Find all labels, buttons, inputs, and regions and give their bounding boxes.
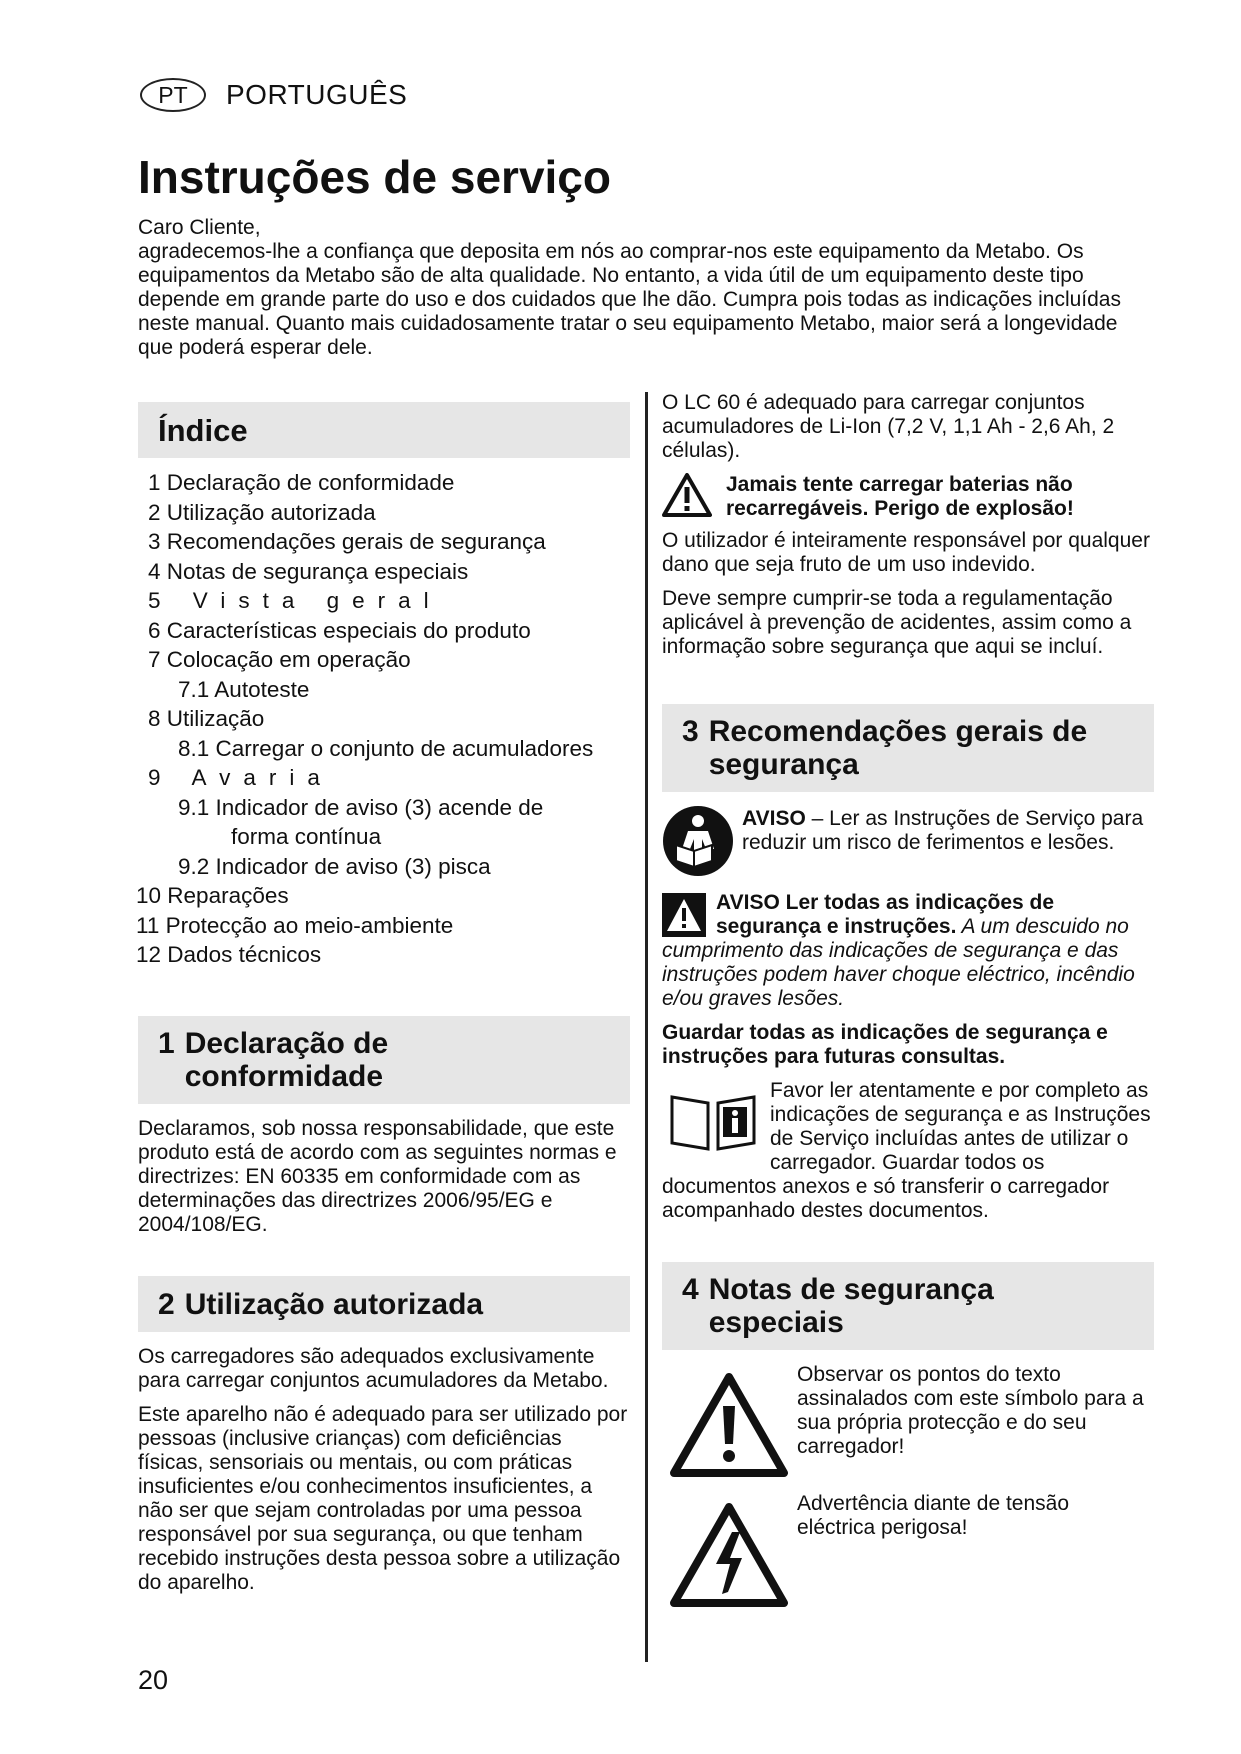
general-warning-text: Observar os pontos do texto assinalados com este símbolo para a sua própria protecção e do seu carregador! [797, 1363, 1144, 1458]
section-title: Utilização autorizada [184, 1287, 484, 1321]
warning-box-icon [662, 893, 706, 937]
toc-item[interactable]: 9 Avaria [148, 765, 333, 790]
language-name: PORTUGUÊS [226, 79, 408, 110]
section-3-heading [662, 704, 1154, 792]
aviso-italic-text: A um descuido no cumprimento das indicações de segurança e das instruções podem haver choque eléctrico, incêndio e/ou graves lesões. [662, 915, 1135, 1010]
table-of-contents [136, 468, 628, 970]
page-number: 20 [138, 1665, 169, 1695]
section-4-heading [662, 1262, 1154, 1350]
column-divider [645, 392, 648, 1662]
toc-item[interactable]: 4 Notas de segurança especiais [148, 558, 469, 584]
toc-subitem[interactable]: 9.2 Indicador de aviso (3) pisca [178, 853, 491, 879]
toc-item[interactable]: 5 Vista geral [148, 588, 442, 613]
safety-instructions-warning [662, 891, 1154, 1011]
toc-subitem[interactable]: 7.1 Autoteste [178, 676, 310, 702]
toc-item[interactable]: 8 Utilização [148, 706, 265, 731]
intro-greeting: Caro Cliente, [138, 216, 261, 239]
toc-item[interactable]: 7 Colocação em operação [148, 647, 411, 672]
intro-paragraph: agradecemos-lhe a confiança que deposita em nós ao comprar-nos este equipamento da Metabo. Os equipamentos da Metabo são de alta qualidade. No entanto, a vida útil de um equipamento deste tipo depende em grande parte do uso e dos cuidados que lhe dão. Cumpra pois todas as indicações incluídas neste manual. Quanto mais cuidadosamente tratar o seu equipamento Metabo, maior será a longevidade que poderá esperar dele. [138, 240, 1121, 359]
keep-instructions-text: Guardar todas as indicações de segurança e instruções para futuras consultas. [662, 1021, 1108, 1068]
aviso-text: – Ler as Instruções de Serviço para reduzir um risco de ferimentos e lesões. [742, 807, 1144, 854]
language-code-badge: PT [140, 78, 206, 112]
warning-triangle-icon [662, 473, 712, 517]
usage-paragraph-1: Os carregadores são adequados exclusivamente para carregar conjuntos acumuladores da Metabo. [138, 1345, 609, 1392]
declaration-text: Declaramos, sob nossa responsabilidade, que este produto está de acordo com as seguintes normas e directrizes: EN 60335 em conformidade com as determinações das directrizes 2006/95/EG e 2004/108/EG. [138, 1117, 617, 1236]
section-1-heading [138, 1016, 630, 1104]
toc-subitem-continuation[interactable]: forma contínua [231, 824, 382, 849]
voltage-warning-text: Advertência diante de tensão eléctrica perigosa! [797, 1492, 1070, 1539]
manual-info-icon [668, 1089, 758, 1153]
section-title: Recomendações gerais de segurança [708, 715, 1088, 781]
section-number: 3 [682, 715, 699, 748]
read-manual-icon [662, 805, 734, 877]
toc-item[interactable]: 11 Protecção ao meio-ambiente [136, 912, 454, 938]
read-manual-warning [662, 805, 1154, 877]
toc-subitem[interactable]: 8.1 Carregar o conjunto de acumuladores [178, 735, 594, 761]
aviso-label: AVISO [742, 807, 806, 830]
section-title: Notas de segurança especiais [708, 1273, 994, 1339]
toc-item[interactable]: 3 Recomendações gerais de segurança [148, 529, 546, 554]
responsibility-text: O utilizador é inteiramente responsável por qualquer dano que seja fruto de um uso indevido. [662, 529, 1150, 576]
section-1-body [138, 1117, 630, 1247]
section-2-heading [138, 1276, 630, 1332]
right-column-intro [662, 391, 1152, 669]
language-header [140, 78, 407, 112]
electric-voltage-warning-icon [670, 1502, 788, 1608]
section-2-body [138, 1345, 630, 1605]
toc-subitem[interactable]: 9.1 Indicador de aviso (3) acende de [178, 794, 544, 820]
intro-text [138, 216, 1158, 360]
toc-item[interactable]: 12 Dados técnicos [136, 942, 322, 967]
page-title: Instruções de serviço [138, 151, 611, 203]
toc-item[interactable]: 2 Utilização autorizada [148, 499, 376, 525]
explosion-warning-text: Jamais tente carregar baterias não recarregáveis. Perigo de explosão! [726, 473, 1074, 520]
manual-notice-text: Favor ler atentamente e por completo as indicações de segurança e as Instruções de Serviço incluídas antes de utilizar o carregador. Guardar todos os documentos anexos e só transferir o carregador acompanhado destes documentos. [662, 1079, 1151, 1222]
explosion-warning [662, 473, 1152, 521]
manual-notice [662, 1079, 1154, 1223]
charger-suitability-text: O LC 60 é adequado para carregar conjuntos acumuladores de Li-Ion (7,2 V, 1,1 Ah - 2,6 Ah, 2 células). [662, 391, 1115, 462]
section-3-body [662, 805, 1154, 1223]
index-heading: Índice [158, 412, 248, 448]
toc-item[interactable]: 6 Características especiais do produto [148, 617, 531, 643]
section-number: 2 [158, 1287, 175, 1321]
toc-item[interactable]: 1 Declaração de conformidade [148, 470, 455, 495]
index-heading-box [138, 402, 630, 458]
usage-paragraph-2: Este aparelho não é adequado para ser utilizado por pessoas (inclusive crianças) com deficiências físicas, sensoriais ou mentais, ou com práticas insuficientes e/ou conhecimentos insuficientes, a não ser que sejam controladas por uma pessoa responsável por sua segurança, ou que tenham recebido instruções desta pessoa sobre a utilização do aparelho. [138, 1403, 628, 1594]
section-number: 4 [682, 1273, 699, 1306]
regulation-text: Deve sempre cumprir-se toda a regulamentação aplicável à prevenção de acidentes, assim como a informação sobre segurança que aqui se incluí. [662, 587, 1132, 658]
aviso-bold-text: AVISO Ler todas as indicações de segurança e instruções. [716, 891, 1055, 938]
section-title: Declaração de conformidade [184, 1027, 389, 1093]
section-number: 1 [158, 1027, 175, 1060]
general-warning-icon [670, 1372, 788, 1478]
toc-item[interactable]: 10 Reparações [136, 883, 289, 908]
